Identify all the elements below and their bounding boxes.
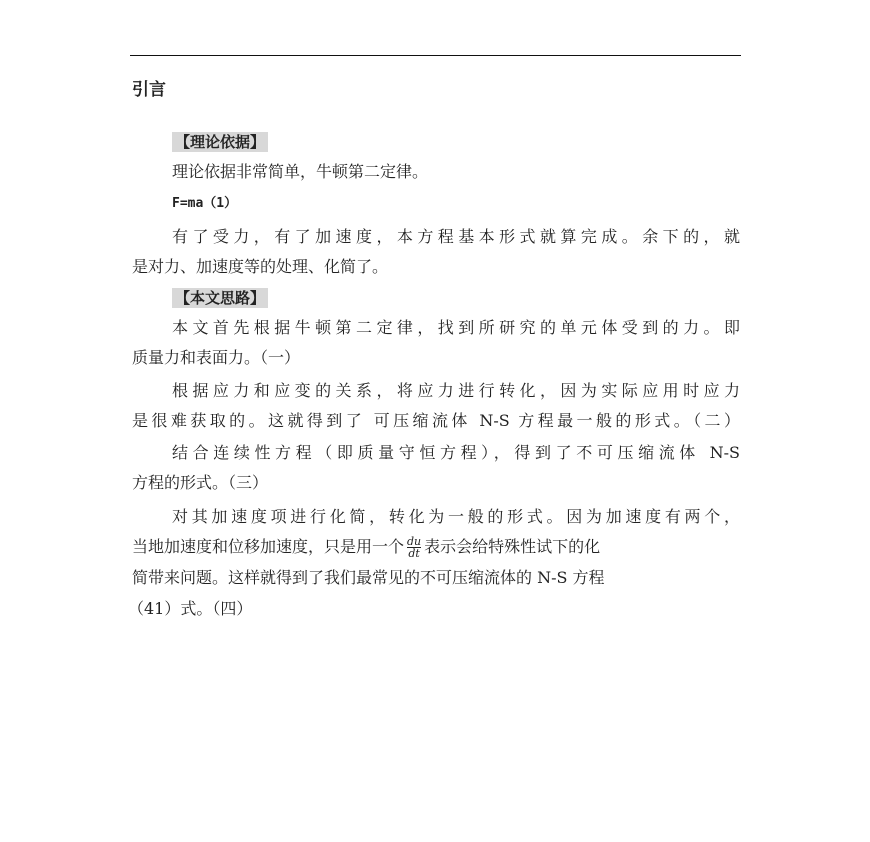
paragraph-line: 本文首先根据牛顿第二定律，找到所研究的单元体受到的力。即: [172, 318, 740, 337]
paragraph-line: 理论依据非常简单，牛顿第二定律。: [172, 162, 429, 181]
paragraph-line: 是对力、加速度等的处理、化简了。: [132, 257, 389, 276]
heading-theory-basis: 【理论依据】: [172, 132, 268, 152]
paragraph-line: 有了受力，有了加速度，本方程基本形式就算完成。余下的，就: [172, 227, 740, 246]
text: 当地加速度和位移加速度，只是用一个: [132, 537, 405, 556]
paragraph-line: 对其加速度项进行化简，转化为一般的形式。因为加速度有两个，: [172, 507, 740, 526]
fraction-denominator: dt: [408, 546, 420, 560]
heading-approach: 【本文思路】: [172, 288, 268, 308]
text: 表示会给特殊性试下的化: [424, 537, 601, 556]
fraction-numerator: du: [407, 534, 422, 548]
paragraph-line-with-fraction: [132, 531, 740, 563]
paragraph-line: 根据应力和应变的关系，将应力进行转化，因为实际应用时应力: [172, 381, 740, 400]
paragraph-line: 方程的形式。（三）: [132, 473, 269, 492]
formula: F=ma（1）: [172, 196, 238, 211]
paragraph-line: 质量力和表面力。（一）: [132, 348, 301, 367]
paragraph-line: 结合连续性方程（即质量守恒方程），得到了不可压缩流体 N-S: [172, 443, 740, 462]
header-rule: [130, 55, 741, 56]
fraction-du-dt: [407, 536, 421, 559]
section-title: 引言: [132, 80, 166, 100]
paragraph-line: 简带来问题。这样就得到了我们最常见的不可压缩流体的 N-S 方程: [132, 568, 605, 587]
paragraph-line: 是很难获取的。这就得到了 可压缩流体 N-S 方程最一般的形式。（二）: [132, 411, 740, 430]
paragraph-line: （41）式。（四）: [128, 599, 253, 618]
